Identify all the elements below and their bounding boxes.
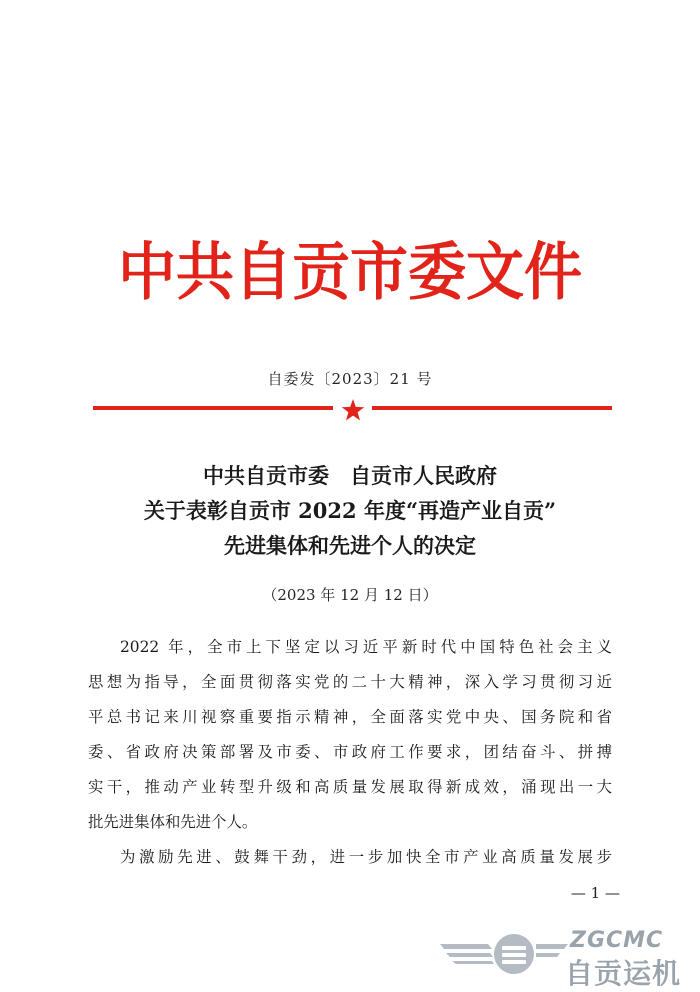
title-line: 关于表彰自贡市 2022 年度“再造产业自贡” (143, 498, 557, 523)
page-number: — 1 — (570, 884, 620, 902)
red-rule-right (372, 406, 612, 410)
decision-date: （2023 年 12 月 12 日） (262, 586, 438, 604)
body-line: 2022 年，全市上下坚定以习近平新时代中国特色社会主义 (120, 638, 612, 656)
watermark-text-en: ZGCMC (570, 928, 664, 953)
red-rule-left (93, 406, 333, 410)
issuer-title: 中共自贡市委文件 (117, 235, 582, 309)
title-line: 中共自贡市委 自贡市人民政府 (203, 463, 497, 488)
body-line: 实干，推动产业转型升级和高质量发展取得新成效，涌现出一大 (88, 778, 612, 796)
document-number: 自委发〔2023〕21 号 (267, 370, 433, 388)
watermark-text-cn: 自贡运机 (565, 957, 682, 990)
body-text (88, 630, 612, 875)
decision-title (0, 458, 700, 563)
title-line: 先进集体和先进个人的决定 (224, 533, 476, 558)
red-star-icon (341, 398, 365, 422)
zgcmc-logo-icon (440, 924, 570, 980)
body-line: 为激励先进、鼓舞干劲，进一步加快全市产业高质量发展步 (120, 848, 612, 866)
body-line: 思想为指导，全面贯彻落实党的二十大精神，深入学习贯彻习近 (88, 673, 612, 691)
body-line: 委、省政府决策部署及市委、市政府工作要求，团结奋斗、拼搏 (88, 743, 612, 761)
watermark (440, 918, 690, 988)
body-line: 平总书记来川视察重要指示精神，全面落实党中央、国务院和省 (88, 708, 612, 726)
body-line: 批先进集体和先进个人。 (88, 813, 258, 831)
